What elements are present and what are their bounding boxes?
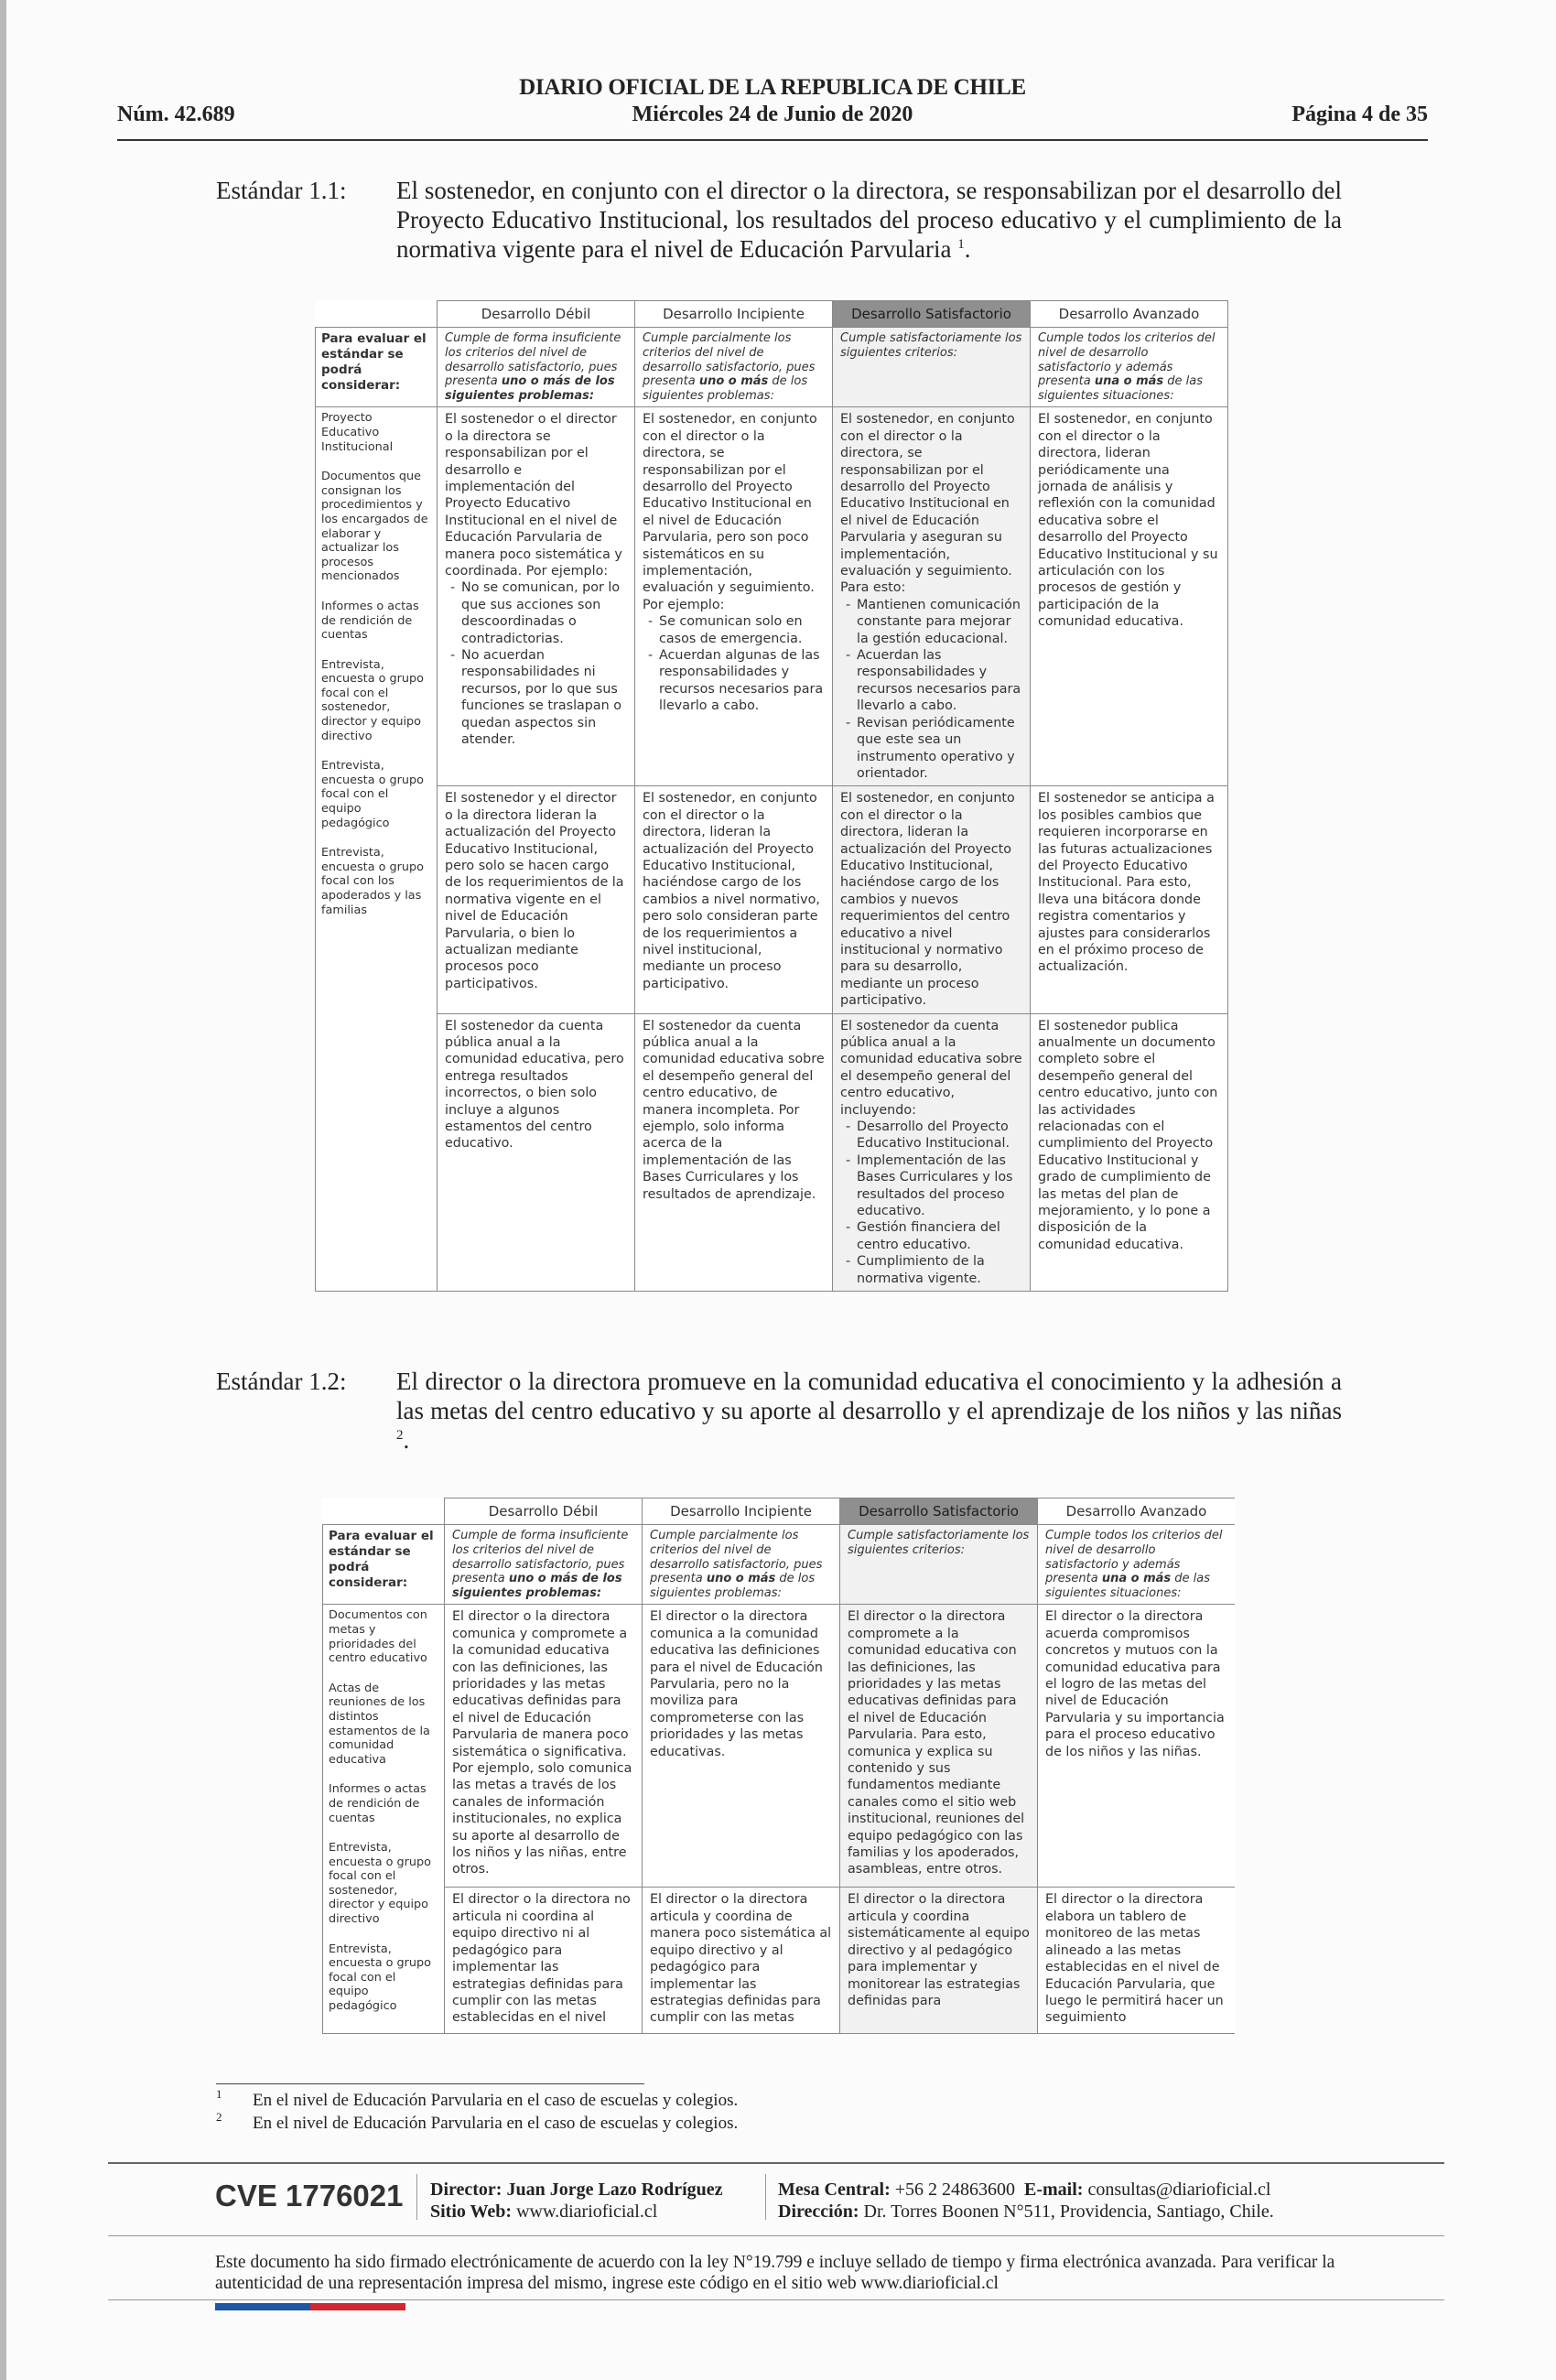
standard-label: Estándar 1.2: xyxy=(216,1368,347,1395)
levels-header-row xyxy=(323,1498,1236,1525)
cell-incipiente: El sostenedor, en conjunto con el director o la directora, se responsabilizan por el desarrollo del Proyecto Educativo Institucional en el nivel de Educación Parvularia, pero son poco sistemáticos en su implementación, evaluación y seguimiento. Por ejemplo: - Se comunican solo en casos de emergencia. - Acuerdan algunas de las responsabilidades y recursos necesarios para llevarlo a cabo. xyxy=(635,407,833,786)
cell-satisfactorio: El sostenedor, en conjunto con el director o la directora, se responsabilizan por el desarrollo del Proyecto Educativo Institucional en el nivel de Educación Parvularia y aseguran su implementación, evaluación y seguimiento. Para esto: - Mantienen comunicación constante para mejorar la gestión educacional. - Acuerdan las responsabilidades y recursos necesarios para llevarlo a cabo. - Revisan periódicamente que este sea un instrumento operativo y orientador. xyxy=(833,407,1031,786)
flag-red-bar xyxy=(310,2303,405,2310)
issue-number: Núm. 42.689 xyxy=(117,103,235,126)
footnote-ref: 2 xyxy=(396,1428,404,1443)
footer-top-rule xyxy=(108,2162,1444,2164)
evidence-list: Documentos con metas y prioridades del centro educativo Actas de reuniones de los distintos estamentos de la comunidad educativa Informes o actas de rendición de cuentas Entrevista, encuesta o grupo focal con el sostenedor, director y equipo directivo Entrevista, encuesta o grupo focal con el equipo pedagógico xyxy=(323,1605,445,2033)
criteria-avanzado: Cumple todos los criterios del nivel de desarrollo satisfactorio y además presenta una o más de las siguientes situaciones: xyxy=(1038,1525,1236,1605)
cell-incipiente: El director o la directora articula y coordina de manera poco sistemática al equipo directivo y al pedagógico para implementar las estrategias definidas para cumplir con las metas xyxy=(643,1888,840,2033)
level-incipiente: Desarrollo Incipiente xyxy=(643,1498,840,1525)
page-number: Página 4 de 35 xyxy=(1291,103,1428,126)
footer-bottom-rule xyxy=(108,2299,1444,2300)
table-row xyxy=(323,1888,1236,2033)
header-rule xyxy=(117,139,1428,141)
footer-separator xyxy=(416,2174,417,2220)
criteria-incipiente: Cumple parcialmente los criterios del nivel de desarrollo satisfactorio, pues presenta uno o más de los siguientes problemas: xyxy=(643,1525,840,1605)
footer-contact-block: Mesa Central: +56 2 24863600 E-mail: consultas@diarioficial.cl Dirección: Dr. Torres Boonen N°511, Providencia, Santiago, Chile. xyxy=(778,2180,1274,2222)
email-link[interactable]: consultas@diarioficial.cl xyxy=(1087,2180,1271,2200)
cell-incipiente: El sostenedor, en conjunto con el director o la directora, lideran la actualización del Proyecto Educativo Institucional, haciéndose cargo de los cambios a nivel normativo, pero solo consideran parte de los requerimientos a nivel institucional, mediante un proceso participativo. xyxy=(635,786,833,1013)
footer-director-block: Director: Juan Jorge Lazo Rodríguez Sitio Web: www.diarioficial.cl xyxy=(430,2180,723,2222)
website-link[interactable]: www.diarioficial.cl xyxy=(516,2202,658,2222)
criteria-row xyxy=(323,1525,1236,1605)
cell-avanzado: El sostenedor, en conjunto con el director o la directora, lideran periódicamente una jornada de análisis y reflexión con la comunidad educativa sobre el desarrollo del Proyecto Educativo Institucional y su articulación con los procesos de gestión y participación de la comunidad educativa. xyxy=(1031,407,1228,786)
criteria-debil: Cumple de forma insuficiente los criterios del nivel de desarrollo satisfactorio, pues presenta uno o más de los siguientes problemas: xyxy=(445,1525,643,1605)
evidence-list: Proyecto Educativo Institucional Documentos que consignan los procedimientos y los encargados de elaborar y actualizar los procesos mencionados Informes o actas de rendición de cuentas Entrevista, encuesta o grupo focal con el sostenedor, director y equipo directivo Entrevista, encuesta o grupo focal con el equipo pedagógico Entrevista, encuesta o grupo focal con los apoderados y las familias xyxy=(316,407,438,1292)
cell-debil: El sostenedor o el director o la directora se responsabilizan por el desarrollo e implementación del Proyecto Educativo Institucional en el nivel de Educación Parvularia de manera poco sistemática y coordinada. Por ejemplo: - No se comunican, por lo que sus acciones son descoordinadas o contradictorias. - No acuerdan responsabilidades ni recursos, por lo que sus funciones se traslapan o quedan aspectos sin atender. xyxy=(438,407,635,786)
cell-satisfactorio: El director o la directora compromete a la comunidad educativa con las definiciones, las prioridades y las metas educativas definidas para el nivel de Educación Parvularia. Para esto, comunica y explica su contenido y sus fundamentos mediante canales como el sitio web institucional, reuniones del equipo pedagógico con las familias y los apoderados, asambleas, entre otros. xyxy=(840,1605,1038,1888)
level-avanzado: Desarrollo Avanzado xyxy=(1031,301,1228,328)
criteria-debil: Cumple de forma insuficiente los criterios del nivel de desarrollo satisfactorio, pues presenta uno o más de los siguientes problemas: xyxy=(438,328,635,407)
cell-avanzado: El sostenedor se anticipa a los posibles cambios que requieren incorporarse en las futuras actualizaciones del Proyecto Educativo Institucional. Para esto, lleva una bitácora donde registra comentarios y ajustes para considerarlos en el próximo proceso de actualización. xyxy=(1031,786,1228,1013)
cve-code: CVE 1776021 xyxy=(215,2179,404,2212)
level-debil: Desarrollo Débil xyxy=(445,1498,643,1525)
table-row xyxy=(316,1013,1228,1292)
rubric-table-2 xyxy=(322,1498,1235,2034)
cell-incipiente: El sostenedor da cuenta pública anual a la comunidad educativa sobre el desempeño general del centro educativo, de manera incompleta. Por ejemplo, solo informa acerca de la implementación de las Bases Curriculares y los resultados de aprendizaje. xyxy=(635,1013,833,1292)
flag-blue-bar xyxy=(215,2303,310,2310)
level-satisfactorio: Desarrollo Satisfactorio xyxy=(840,1498,1038,1525)
level-satisfactorio: Desarrollo Satisfactorio xyxy=(833,301,1031,328)
page-edge xyxy=(0,0,6,2380)
criteria-row xyxy=(316,328,1228,407)
cell-avanzado: El director o la directora acuerda compromisos concretos y mutuos con la comunidad educativa para el logro de las metas del nivel de Educación Parvularia y su importancia para el proceso educativo de los niños y las niñas. xyxy=(1038,1605,1236,1888)
issue-date: Miércoles 24 de Junio de 2020 xyxy=(632,103,913,126)
cell-debil: El director o la directora comunica y compromete a la comunidad educativa con las definiciones, las prioridades y las metas educativas definidas para el nivel de Educación Parvularia de manera poco sistemática o significativa. Por ejemplo, solo comunica las metas a través de los canales de información institucionales, no explica su aporte al desarrollo de los niños y las niñas, entre otros. xyxy=(445,1605,643,1888)
criteria-satisfactorio: Cumple satisfactoriamente los siguientes criterios: xyxy=(833,328,1031,407)
cell-avanzado: El sostenedor publica anualmente un documento completo sobre el desempeño general del centro educativo, junto con las actividades relacionadas con el cumplimiento del Proyecto Educativo Institucional y grado de cumplimiento de las metas del plan de mejoramiento, y lo pone a disposición de la comunidad educativa. xyxy=(1031,1013,1228,1292)
standard-label: Estándar 1.1: xyxy=(216,177,347,204)
footnote-1: 1 En el nivel de Educación Parvularia en el caso de escuelas y colegios. xyxy=(216,2087,739,2110)
criteria-incipiente: Cumple parcialmente los criterios del nivel de desarrollo satisfactorio, pues presenta uno o más de los siguientes problemas: xyxy=(635,328,833,407)
criteria-label: Para evaluar el estándar se podrá considerar: xyxy=(323,1525,445,1605)
level-incipiente: Desarrollo Incipiente xyxy=(635,301,833,328)
cell-debil: El director o la directora no articula ni coordina al equipo directivo ni al pedagógico para implementar las estrategias definidas para cumplir con las metas establecidas en el nivel xyxy=(445,1888,643,2033)
page-header xyxy=(117,75,1428,145)
level-avanzado: Desarrollo Avanzado xyxy=(1038,1498,1236,1525)
cell-satisfactorio: El director o la directora articula y coordina sistemáticamente al equipo directivo y al pedagógico para implementar y monitorear las estrategias definidas para xyxy=(840,1888,1038,2033)
footnote-ref: 1 xyxy=(957,237,965,252)
level-debil: Desarrollo Débil xyxy=(438,301,635,328)
footnote-2: 2 En el nivel de Educación Parvularia en el caso de escuelas y colegios. xyxy=(216,2110,739,2133)
standard-1-1 xyxy=(216,176,1342,264)
standard-1-2 xyxy=(216,1367,1342,1455)
footer-separator xyxy=(765,2174,766,2220)
standard-text: El sostenedor, en conjunto con el director o la directora, se responsabilizan por el desarrollo del Proyecto Educativo Institucional, los resultados del proceso educativo y el cumplimiento de la normativa vigente para el nivel de Educación Parvularia $^1$. xyxy=(396,177,1342,263)
cell-debil: El sostenedor y el director o la directora lideran la actualización del Proyecto Educativo Institucional, pero solo se hacen cargo de los requerimientos de la normativa vigente en el nivel de Educación Parvularia, o bien lo actualizan mediante procesos poco participativos. xyxy=(438,786,635,1013)
cell-incipiente: El director o la directora comunica a la comunidad educativa las definiciones para el nivel de Educación Parvularia, pero no la moviliza para comprometerse con las prioridades y las metas educativas. xyxy=(643,1605,840,1888)
table-row xyxy=(316,407,1228,786)
criteria-label: Para evaluar el estándar se podrá considerar: xyxy=(316,328,438,407)
table-row xyxy=(323,1605,1236,1888)
cell-satisfactorio: El sostenedor da cuenta pública anual a la comunidad educativa sobre el desempeño general del centro educativo, incluyendo: - Desarrollo del Proyecto Educativo Institucional. - Implementación de las Bases Curriculares y los resultados del proceso educativo. - Gestión financiera del centro educativo. - Cumplimiento de la normativa vigente. xyxy=(833,1013,1031,1292)
rubric-table-2-clip xyxy=(322,1498,1235,2050)
legal-notice: Este documento ha sido firmado electrónicamente de acuerdo con la ley N°19.799 e incluye sellado de tiempo y firma electrónica avanzada. Para verificar la autenticidad de una representación impresa del mismo, ingrese este código en el sitio web www.diarioficial.cl xyxy=(215,2253,1335,2293)
standard-text: El director o la directora promueve en la comunidad educativa el conocimiento y la adhesión a las metas del centro educativo y su aporte al desarrollo y el aprendizaje de los niños y las niñas $^2$. xyxy=(396,1368,1342,1454)
blank-corner xyxy=(323,1498,445,1525)
cell-avanzado: El director o la directora elabora un tablero de monitoreo de las metas alineado a las metas establecidas en el nivel de Educación Parvularia, que luego le permitirá hacer un seguimiento xyxy=(1038,1888,1236,2033)
criteria-avanzado: Cumple todos los criterios del nivel de desarrollo satisfactorio y además presenta una o más de las siguientes situaciones: xyxy=(1031,328,1228,407)
levels-header-row xyxy=(316,301,1228,328)
rubric-table-1 xyxy=(315,300,1228,1292)
footer-mid-rule xyxy=(108,2235,1444,2236)
table-row xyxy=(316,786,1228,1013)
cell-debil: El sostenedor da cuenta pública anual a la comunidad educativa, pero entrega resultados incorrectos, o bien solo incluye a algunos estamentos del centro educativo. xyxy=(438,1013,635,1292)
newspaper-title: DIARIO OFICIAL DE LA REPUBLICA DE CHILE xyxy=(519,75,1026,100)
blank-corner xyxy=(316,301,438,328)
cell-satisfactorio: El sostenedor, en conjunto con el director o la directora, lideran la actualización del Proyecto Educativo Institucional, haciéndose cargo de los cambios y nuevos requerimientos del centro educativo a nivel institucional y normativo para su desarrollo, mediante un proceso participativo. xyxy=(833,786,1031,1013)
footnote-rule xyxy=(216,2083,644,2084)
criteria-satisfactorio: Cumple satisfactoriamente los siguientes criterios: xyxy=(840,1525,1038,1605)
